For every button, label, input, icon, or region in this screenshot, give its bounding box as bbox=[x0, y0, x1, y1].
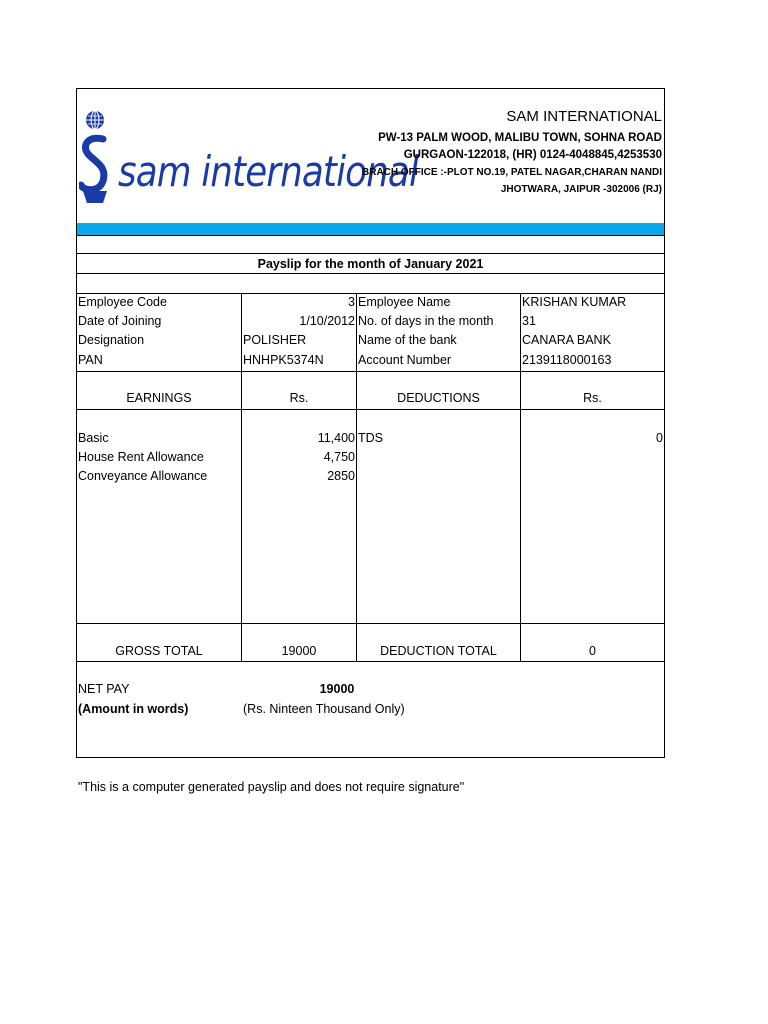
gross-total-value: 19000 bbox=[281, 644, 317, 658]
deductions-header: DEDUCTIONS bbox=[397, 391, 480, 405]
divider bbox=[77, 371, 664, 372]
date-of-joining-value: 1/10/2012 bbox=[299, 314, 355, 328]
net-pay-amount: 19000 bbox=[319, 682, 355, 696]
earning-amount: 4,750 bbox=[323, 450, 355, 464]
employee-code-label: Employee Code bbox=[78, 295, 167, 309]
divider bbox=[77, 253, 664, 254]
divider bbox=[77, 623, 664, 624]
date-of-joining-label: Date of Joining bbox=[78, 314, 162, 328]
company-header bbox=[362, 108, 662, 195]
deduction-total-label: DEDUCTION TOTAL bbox=[380, 644, 497, 658]
amount-in-words-label: (Amount in words) bbox=[78, 702, 189, 716]
divider bbox=[77, 293, 664, 294]
payslip-title: Payslip for the month of January 2021 bbox=[257, 257, 484, 271]
divider bbox=[77, 409, 664, 410]
employee-name-label: Employee Name bbox=[358, 295, 451, 309]
net-pay-label: NET PAY bbox=[78, 682, 130, 696]
divider bbox=[77, 661, 664, 662]
earnings-rs-header: Rs. bbox=[289, 391, 309, 405]
globe-icon bbox=[79, 107, 119, 207]
company-logo bbox=[77, 103, 419, 213]
earning-label: House Rent Allowance bbox=[78, 450, 204, 464]
divider bbox=[77, 235, 664, 236]
column-divider bbox=[241, 293, 242, 661]
company-address-line4: JHOTWARA, JAIPUR -302006 (RJ) bbox=[500, 184, 662, 195]
footer-note: "This is a computer generated payslip and does not require signature" bbox=[78, 780, 465, 794]
account-number-value: 2139118000163 bbox=[522, 353, 612, 367]
amount-in-words-value: (Rs. Ninteen Thousand Only) bbox=[243, 702, 405, 716]
employee-name-value: KRISHAN KUMAR bbox=[522, 295, 627, 309]
earning-label: Basic bbox=[78, 431, 109, 445]
deductions-rs-header: Rs. bbox=[583, 391, 602, 405]
company-address-line2: GURGAON-122018, (HR) 0124-4048845,4253530 bbox=[403, 149, 662, 161]
column-divider bbox=[520, 293, 521, 661]
designation-value: POLISHER bbox=[243, 333, 307, 347]
deduction-total-value: 0 bbox=[589, 644, 596, 658]
earning-amount: 11,400 bbox=[317, 431, 355, 445]
deduction-label: TDS bbox=[358, 431, 383, 445]
days-in-month-value: 31 bbox=[522, 314, 536, 328]
company-name: SAM INTERNATIONAL bbox=[506, 108, 662, 125]
earning-label: Conveyance Allowance bbox=[78, 469, 208, 483]
company-address-line3: BRACH OFFICE :-PLOT NO.19, PATEL NAGAR,CHARAN NANDI bbox=[362, 167, 662, 178]
earnings-header: EARNINGS bbox=[126, 391, 192, 405]
designation-label: Designation bbox=[78, 333, 145, 347]
account-number-label: Account Number bbox=[358, 353, 452, 367]
deduction-amount: 0 bbox=[656, 431, 663, 445]
payslip-sheet bbox=[76, 88, 665, 758]
gross-total-label: GROSS TOTAL bbox=[115, 644, 203, 658]
divider bbox=[77, 273, 664, 274]
company-address-line1: PW-13 PALM WOOD, MALIBU TOWN, SOHNA ROAD bbox=[378, 132, 662, 144]
column-divider bbox=[356, 293, 357, 661]
pan-value: HNHPK5374N bbox=[243, 353, 324, 367]
bank-name-label: Name of the bank bbox=[358, 333, 457, 347]
header-accent-bar bbox=[77, 223, 664, 235]
bank-name-value: CANARA BANK bbox=[522, 333, 611, 347]
employee-code-value: 3 bbox=[348, 295, 355, 309]
pan-label: PAN bbox=[78, 353, 103, 367]
days-in-month-label: No. of days in the month bbox=[358, 314, 494, 328]
earning-amount: 2850 bbox=[327, 469, 355, 483]
logo-wordmark: sam international bbox=[118, 147, 419, 196]
